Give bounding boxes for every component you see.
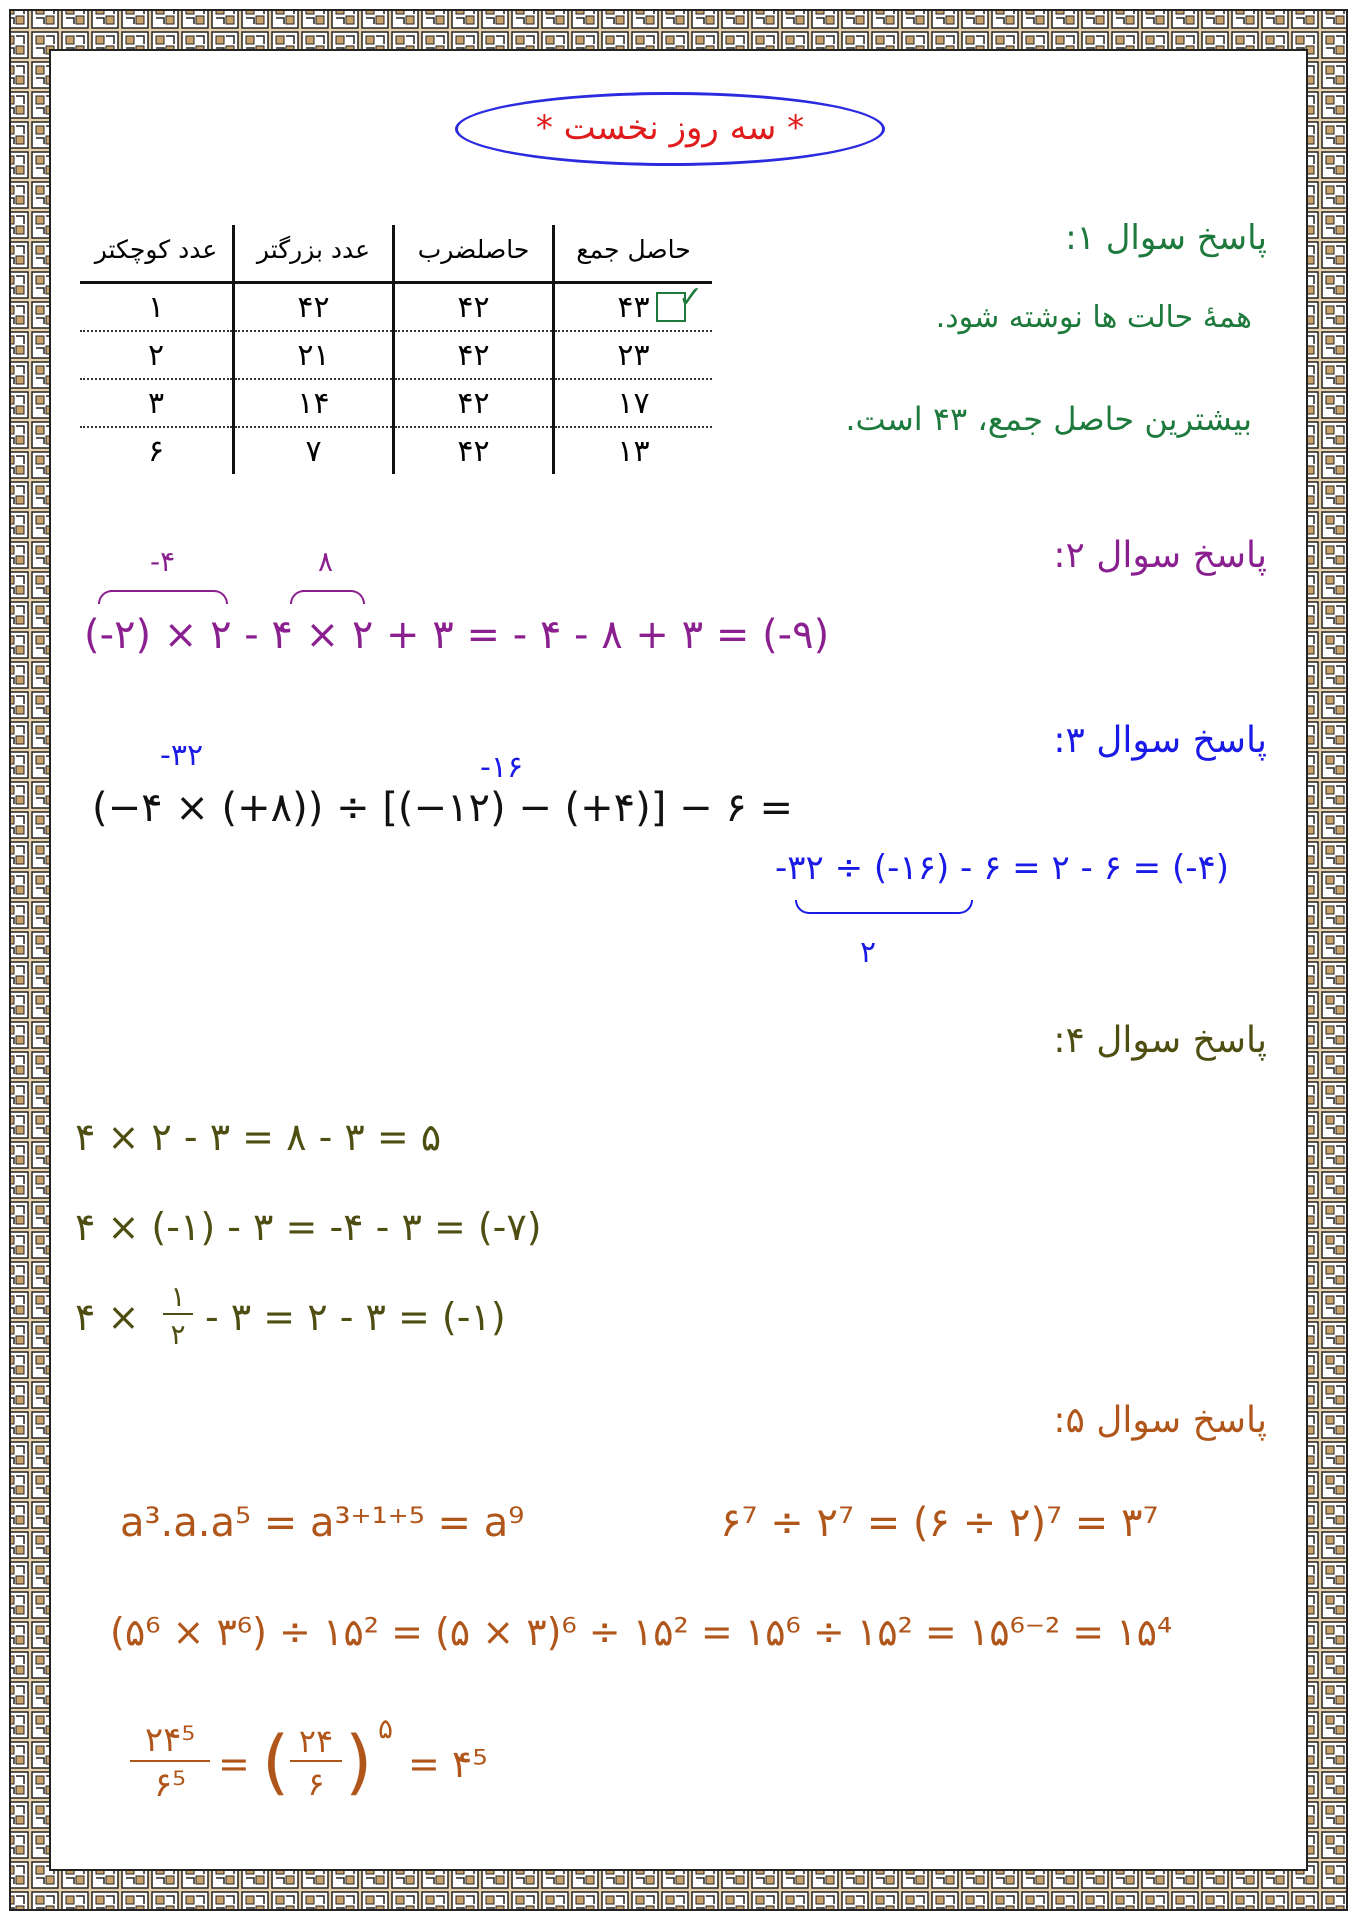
q1-note-1: همهٔ حالت ها نوشته شود.	[935, 300, 1252, 335]
table-cell: ۱۷	[554, 379, 713, 427]
q2-heading: پاسخ سوال ۲:	[1053, 535, 1267, 576]
q4-fraction-numerator: ۱	[163, 1280, 193, 1315]
table-cell: ۱	[80, 283, 234, 332]
table-cell: ۴۲	[394, 427, 554, 474]
table-cell: ۴۲	[394, 283, 554, 332]
q5-inner-numerator: ۲۴	[290, 1722, 342, 1762]
q4-heading: پاسخ سوال ۴:	[1053, 1020, 1267, 1061]
q3-printed-expression: (−۴ × (+۸)) ÷ [(−۱۲) − (+۴)] − ۶ =	[92, 785, 794, 831]
q3-heading: پاسخ سوال ۳:	[1053, 720, 1267, 761]
table-row	[80, 331, 712, 379]
q2-expression: (-۲) × ۲ - ۴ × ۲ + ۳ = - ۴ - ۸ + ۳ = (-۹)	[84, 612, 830, 658]
q4-line-3-rest: - ۳ = ۲ - ۳ = (-۱)	[205, 1295, 506, 1339]
table-cell: ۱۴	[234, 379, 394, 427]
table-cell: ۶	[80, 427, 234, 474]
table-cell: ۲۱	[234, 331, 394, 379]
table-header: عدد بزرگتر	[234, 225, 394, 283]
q5-inner-denominator: ۶	[307, 1765, 325, 1803]
q2-over-2: ۸	[318, 545, 334, 578]
q2-brace-2	[290, 590, 365, 604]
q5-line-3-result: = ۴⁵	[408, 1742, 488, 1786]
table-cell: ۱۳	[617, 433, 650, 469]
table-cell: ۲۳	[554, 331, 713, 379]
table-cell: ۴۲	[394, 331, 554, 379]
q5-line-3-numerator: ۲۴⁵	[130, 1720, 210, 1762]
table-header: حاصلضرب	[394, 225, 554, 283]
q5-close-paren: )	[345, 1721, 373, 1803]
q3-brace	[795, 900, 973, 914]
q5-line-1a: a³.a.a⁵ = a³⁺¹⁺⁵ = a⁹	[120, 1500, 525, 1546]
table-cell: ۴۲	[394, 379, 554, 427]
table-row	[80, 427, 712, 474]
table-cell: ۳	[80, 379, 234, 427]
q4-line-2: ۴ × (-۱) - ۳ = -۴ - ۳ = (-۷)	[75, 1205, 542, 1249]
q3-over-1: -۳۲	[160, 738, 204, 773]
q4-line-3-prefix: ۴ ×	[75, 1295, 140, 1339]
q5-equals: =	[218, 1742, 250, 1786]
q5-line-1b: ۶⁷ ÷ ۲⁷ = (۶ ÷ ۲)⁷ = ۳⁷	[720, 1500, 1159, 1546]
q3-over-2: -۱۶	[480, 750, 524, 785]
table-cell: ۴۳	[554, 283, 713, 332]
table-header: عدد کوچکتر	[80, 225, 234, 283]
table-cell: ۷	[234, 427, 394, 474]
q4-line-1: ۴ × ۲ - ۳ = ۸ - ۳ = ۵	[75, 1115, 442, 1159]
q2-over-1: -۴	[150, 545, 176, 578]
table-cell: ۲	[80, 331, 234, 379]
q5-line-3-denominator: ۶⁵	[154, 1765, 186, 1805]
table-row	[80, 379, 712, 427]
table-row	[80, 283, 712, 332]
table-header: حاصل جمع	[554, 225, 713, 283]
q3-under: ۲	[860, 935, 877, 970]
table-cell: ۴۲	[234, 283, 394, 332]
q1-table	[80, 225, 712, 474]
q5-heading: پاسخ سوال ۵:	[1053, 1400, 1267, 1441]
q5-open-paren: (	[262, 1721, 290, 1803]
page-title: * سه روز نخست *	[535, 108, 805, 148]
check-icon: ✓	[678, 280, 704, 315]
q5-line-2: (۵⁶ × ۳⁶) ÷ ۱۵² = (۵ × ۳)⁶ ÷ ۱۵² = ۱۵⁶ ÷ ۱۵² = ۱۵⁶⁻² = ۱۵⁴	[110, 1610, 1173, 1654]
q1-heading: پاسخ سوال ۱:	[1065, 218, 1267, 258]
q4-fraction-denominator: ۲	[170, 1318, 186, 1351]
q5-exponent: ۵	[378, 1712, 394, 1745]
q1-note-2: بیشترین حاصل جمع، ۴۳ است.	[845, 400, 1252, 438]
q3-step: -۳۲ ÷ (-۱۶) - ۶ = ۲ - ۶ = (-۴)	[775, 848, 1230, 888]
q2-brace-1	[98, 590, 228, 604]
